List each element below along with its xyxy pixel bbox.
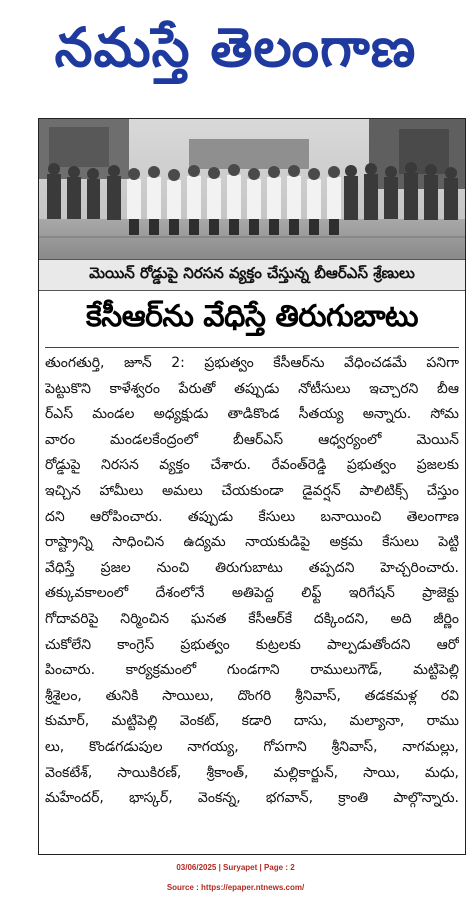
body-line: మహేందర్, భాస్కర్, వెంకన్న, భగవాన్, క్రాంతి పాల్గొన్నారు.	[45, 790, 459, 807]
body-line: కుమార్, మట్టిపెల్లి వెంకట్, కడారి దాసు, మల్యానా, రాము	[45, 713, 459, 730]
body-line: రాష్ట్రాన్ని సాధించిన ఉద్యమ నాయకుడిపై అక్రమ కేసులు పెట్టి	[45, 534, 459, 551]
body-line: లు, కొండగడుపుల నాగయ్య, గోపగాని శ్రీనివాస్, నాగమల్లు,	[45, 738, 459, 755]
body-line: వెంకటేశ్, సాయికిరణ్, శ్రీకాంత్, మల్లికార్జున్, సాయి, మధు,	[45, 764, 459, 781]
source-link[interactable]: Source : https://epaper.ntnews.com/	[166, 883, 305, 892]
article-clipping	[38, 118, 466, 855]
body-line: దని ఆరోపించారు. తప్పుడు కేసులు బనాయించి తెలంగాణ	[45, 508, 459, 525]
newspaper-masthead	[0, 0, 471, 108]
article-headline: కేసీఆర్‌ను వేధిస్తే తిరుగుబాటు	[85, 299, 419, 334]
photo-caption: మెయిన్ రోడ్డుపై నిరసన వ్యక్తం చేస్తున్న బీఆర్ఎస్ శ్రేణులు	[89, 264, 415, 282]
body-line: పించారు. కార్యక్రమంలో గుండగాని రాములుగౌడ్, మట్టిపెల్లి	[45, 662, 459, 679]
body-line: శ్రీశైలం, తునికి సాయిలు, దొంగరి శ్రీనివాస్, తడకమళ్ల రవి	[45, 687, 459, 704]
body-line: తుంగతుర్తి, జూన్ 2: ప్రభుత్వం కేసీఆర్‌ను వేధించడమే పనిగా	[45, 355, 459, 371]
body-line: తక్కువకాలంలో దేశంలోనే అతిపెద్ద లిఫ్ట్ ఇరిగేషన్ ప్రాజెక్టు	[45, 585, 459, 602]
body-line: వారం మండలకేంద్రంలో బీఆర్ఎస్ ఆధ్వర్యంలో మెయిన్	[45, 431, 459, 448]
body-line: పెట్టుకొని కాళేశ్వరం పేరుతో తప్పుడు నోటీసులు ఇచ్చారని బీఆ	[45, 380, 459, 397]
headline-block	[39, 295, 465, 345]
page-footer	[0, 858, 471, 898]
body-line: రోడ్డుపై నిరసన వ్యక్తం చేశారు. రేవంత్‌రెడ్డి ప్రభుత్వం ప్రజలకు	[45, 457, 459, 474]
body-line: వేధిస్తే ప్రజల నుంచి తిరుగుబాటు తప్పదని హెచ్చరించారు.	[45, 559, 459, 576]
article-photo	[39, 119, 465, 259]
body-line: చుకోలేని కాంగ్రెస్ ప్రభుత్వం కుట్రలకు పాల్పడుతోందని ఆరో	[45, 636, 459, 653]
article-body	[45, 351, 459, 812]
edition-meta: 03/06/2025 | Suryapet | Page : 2	[176, 863, 295, 872]
body-line: గోదావరిపై నిర్మించిన ఘనత కేసీఆర్‌కే దక్కిందని, అది జీర్ణిం	[45, 610, 459, 627]
body-line: ఇచ్చిన హామీలు అమలు చేయకుండా డైవర్షన్ పాలిటిక్స్ చేస్తుం	[45, 482, 459, 499]
photo-caption-bar	[39, 259, 465, 291]
headline-divider	[45, 347, 459, 348]
body-line: ర్ఎస్ మండల అధ్యక్షుడు తాడికొండ సీతయ్య అన్నారు. సోమ	[45, 406, 459, 423]
masthead-title: నమస్తే తెలంగాణ	[54, 15, 417, 79]
